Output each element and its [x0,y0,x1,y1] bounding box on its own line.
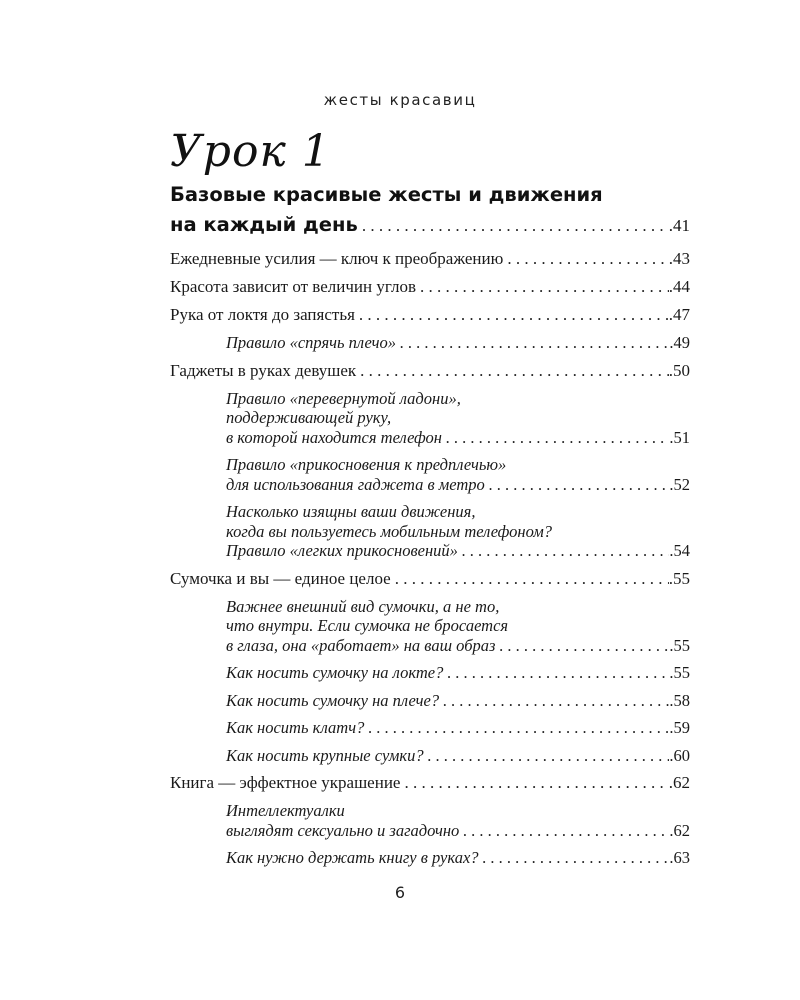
dot-leader [439,691,669,711]
page-number-footer: 6 [394,883,406,902]
toc-subentry-line: что внутри. Если сумочка не бросается [226,616,509,635]
toc-subentry[interactable] [226,746,690,766]
toc-subentry-title: Как носить сумочку на локте? [226,663,444,682]
toc-entry[interactable] [170,361,690,381]
toc-subentry-line: Насколько изящны ваши движения, [226,502,476,521]
toc-entry[interactable] [170,277,690,297]
toc-entry[interactable] [170,569,690,589]
page-number: .59 [669,718,690,737]
dot-leader [364,718,669,738]
toc-subentry-title: для использования гаджета в метро [226,474,485,494]
page-number: .50 [668,360,690,380]
page-number: .43 [668,249,690,268]
toc-subentry[interactable] [226,691,690,711]
page-number: .63 [669,848,690,867]
page-number: .49 [669,333,690,352]
toc-subentry-title: Как носить сумочку на плече? [226,690,440,710]
toc-subentry[interactable] [226,597,690,656]
toc-subentry-title: Правило «спрячь плечо» [226,333,396,352]
table-of-contents [170,180,690,868]
toc-entry-title: Сумочка и вы — единое целое [170,568,391,588]
toc-entry[interactable] [170,305,690,325]
toc-entry-title: Гаджеты в руках девушек [170,360,357,380]
lesson-title: Урок 1 [170,126,331,177]
toc-subentry[interactable] [226,502,690,561]
toc-entry-title: Красота зависит от величин углов [170,277,416,296]
page-number: .44 [668,277,690,296]
dot-leader [416,277,669,297]
page-number: .47 [668,305,690,324]
dot-leader [443,663,669,683]
page-number: .60 [669,745,690,765]
dot-leader [396,333,669,353]
toc-subentry-title: выглядят сексуально и загадочно [226,820,460,840]
toc-subentry[interactable] [226,333,690,353]
toc-subentry-line: Интеллектуалки [226,801,345,820]
toc-subentry-line: Правило «прикосновения к предплечью» [226,455,507,474]
dot-leader [503,249,668,269]
page-number: .62 [669,820,690,840]
toc-subentry-line: поддерживающей руку, [226,408,392,427]
dot-leader [391,569,669,589]
running-head: жесты красавиц [323,91,477,109]
toc-subentry-title: в которой находится телефон [226,427,442,447]
toc-entry[interactable] [170,249,690,269]
toc-subentry-title: Как носить клатч? [226,718,365,737]
page-number: .52 [669,474,690,494]
toc-entry-title: Ежедневные усилия — ключ к преображению [170,249,504,268]
toc-subentry[interactable] [226,663,690,683]
dot-leader [358,211,669,241]
toc-subentry[interactable] [226,801,690,840]
toc-subentry[interactable] [226,389,690,448]
dot-leader [356,361,669,381]
toc-subentry-title: Правило «легких прикосновений» [226,541,458,560]
dot-leader [355,305,669,325]
dot-leader [479,848,670,868]
page-number: .54 [669,541,690,560]
toc-entry-title: Рука от локтя до запястья [170,305,355,324]
toc-subentry-title: в глаза, она «работает» на ваш образ [226,635,496,655]
dot-leader [400,773,668,793]
dot-leader [458,541,669,561]
page-number: .55 [668,568,690,588]
toc-subentry[interactable] [226,848,690,868]
toc-entry[interactable] [170,773,690,793]
toc-subentry-line: Важнее внешний вид сумочки, а не то, [226,596,500,616]
toc-entry-title: Книга — эффектное украшение [170,773,401,792]
dot-leader [442,428,669,448]
dot-leader [495,636,669,656]
dot-leader [459,821,669,841]
section-heading-line2[interactable] [170,210,690,241]
toc-subentry-line: когда вы пользуетесь мобильным телефоном? [226,521,552,541]
dot-leader [424,746,670,766]
toc-subentry-title: Как носить крупные сумки? [226,745,424,765]
section-heading-line1: Базовые красивые жесты и движения [170,183,603,206]
toc-subentry[interactable] [226,455,690,494]
toc-subentry-line: Правило «перевернутой ладони», [226,388,461,408]
section-heading-text: на каждый день [170,213,358,236]
page-number: .51 [669,427,690,447]
toc-subentry[interactable] [226,718,690,738]
page-number: .55 [669,663,690,682]
toc-subentry-title: Как нужно держать книгу в руках? [226,848,479,867]
page-number: .55 [669,635,690,655]
dot-leader [485,475,670,495]
page-number: .41 [668,216,690,235]
page-number: .62 [668,773,690,792]
page-number: .58 [669,690,690,710]
